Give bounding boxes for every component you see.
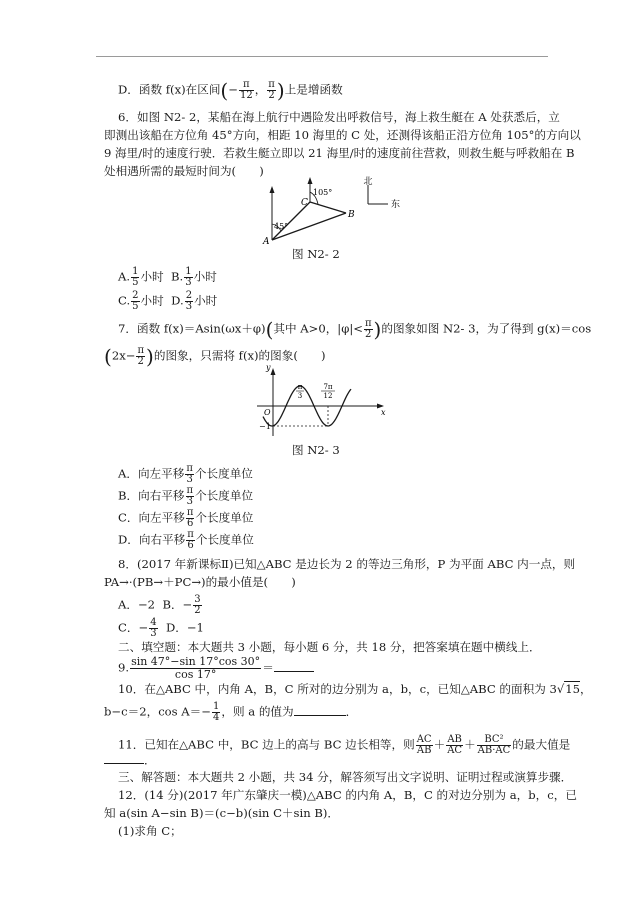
q11-answer-line: ．: [104, 753, 156, 767]
fraction: $\frac{1}{4}$: [212, 701, 220, 723]
q7-option-c: C．向左平移 $\frac{\pi}{6}$ 个长度单位: [118, 507, 254, 529]
label-105: 105°: [313, 188, 333, 197]
q8-line2: PA→·(PB→＋PC→)的最小值是( ): [104, 575, 296, 589]
tick1-den: 3: [297, 392, 303, 400]
q7-option-d: D．向右平移 $\frac{\pi}{6}$ 个长度单位: [118, 529, 254, 551]
fraction: $\frac{2}{3}$: [185, 290, 193, 312]
fraction: $\frac{3}{2}$: [194, 594, 201, 616]
section-fill-in: 二、填空题：本大题共 3 小题，每小题 6 分，共 18 分，把答案填在题中横线上．: [118, 640, 541, 654]
fraction: $\frac{1}{3}$: [185, 266, 192, 288]
label-neg1: −1: [259, 422, 271, 431]
fraction: $\frac{\pi}{2}$: [137, 345, 145, 367]
label-east: 东: [391, 200, 401, 210]
q6-options-cd: C. $\frac{2}{5}$ 小时 D. $\frac{2}{3}$ 小时: [118, 290, 218, 312]
q6-line2: 即测出该船在方位角 45°方向，相距 10 海里的 C 处，还测得该船正沿方位角 105°的方向以: [104, 128, 581, 142]
label-a: A: [263, 237, 270, 247]
q11: 11．已知在△ABC 中，BC 边上的高与 BC 边长相等，则 $\frac{AC}{AB}$ ＋ $\frac{AB}{AC}$ ＋ $\frac{\text{BC²}}{AB\cdot AC}$ 的最大值是: [118, 734, 571, 756]
arrow-a: [270, 186, 275, 193]
label-c: C: [301, 198, 308, 208]
figure-caption: 图 N2- 2: [292, 247, 340, 261]
answer-blank: [274, 661, 314, 672]
figure-n2-3: [255, 363, 386, 438]
fraction: $\frac{4}{3}$: [150, 617, 157, 639]
q6-line3: 9 海里/时的速度行驶．若救生艇立即以 21 海里/时的速度前往营救，则救生艇与呼救船在 B: [104, 146, 575, 160]
q8-options-ab: A．−2 B．− $\frac{3}{2}$: [118, 594, 201, 616]
q6-line4: 处相遇所需的最短时间为( ): [104, 164, 264, 178]
fraction: $\frac{\pi}{6}$: [187, 529, 194, 551]
arrow-c: [308, 177, 313, 184]
q12-line3: (1)求角 C；: [118, 824, 182, 838]
fraction: $\frac{\pi}{3}$: [186, 485, 194, 507]
section-solutions: 三、解答题：本大题共 2 小题，共 34 分，解答须写出文字说明、证明过程或演算步骤．: [118, 770, 573, 784]
tick1-num: π: [297, 383, 303, 391]
tick2-num: 7π: [323, 383, 333, 391]
q10-line1: 10．在△ABC 中，内角 A，B，C 所对的边分别为 a，b，c，已知△ABC 的面积为 3√15，: [118, 682, 592, 696]
figure-n2-2: [250, 177, 420, 250]
label-y: y: [266, 363, 271, 372]
q12-line2: 知 a(sin A−sin B)＝(c−b)(sin C＋sin B)．: [104, 806, 339, 820]
q7-option-b: B．向右平移 $\frac{\pi}{3}$ 个长度单位: [118, 485, 254, 507]
q7-option-a: A．向左平移 $\frac{\pi}{3}$ 个长度单位: [118, 463, 253, 485]
segment-cb: [310, 202, 346, 213]
fraction: $\frac{\pi}{3}$: [186, 463, 193, 485]
q6-options-ab: A. $\frac{1}{5}$ 小时 B. $\frac{1}{3}$ 小时: [118, 266, 217, 288]
q9: 9. $\frac{\sin 47^\circ-\sin 17^\circ\cos 30^\circ}{\cos 17^\circ}$ ＝: [118, 656, 314, 681]
fraction: $\frac{\text{BC²}}{AB\cdot AC}$: [477, 734, 511, 756]
fraction: $\frac{\pi}{6}$: [186, 507, 194, 529]
y-axis-arrow: [271, 368, 276, 375]
header-rule: [96, 56, 548, 57]
answer-blank: [294, 705, 346, 716]
q8-options-cd: C．− $\frac{4}{3}$ D．−1: [118, 617, 204, 639]
q7-line2: (2x− $\frac{\pi}{2}$ )的图象，只需将 f(x)的图象( ): [104, 344, 326, 369]
fraction: $\frac{\pi}{2}$: [268, 79, 275, 101]
label-o: O: [264, 408, 271, 417]
q7-line1: 7．函数 f(x)＝Asin(ωx＋φ)(其中 A>0，|φ|< $\frac{\pi}{2}$ )的图象如图 N2- 3，为了得到 g(x)＝cos: [118, 317, 592, 342]
tick2-den: 12: [323, 392, 333, 400]
q10-line2: b−c＝2，cos A＝− $\frac{1}{4}$ ，则 a 的值为 ．: [104, 701, 358, 723]
q12-line1: 12．(14 分)(2017 年广东肇庆一模)△ABC 的内角 A，B，C 的对边分别为 a，b，c，已: [118, 788, 577, 802]
fraction: $\frac{AC}{AB}$: [416, 734, 432, 756]
fraction: $\frac{\sin 47^\circ-\sin 17^\circ\cos 30^\circ}{\cos 17^\circ}$: [131, 655, 261, 681]
q5-option-d: D．函数 f(x)在区间(− $\frac{\pi}{12}$ ， $\frac{\pi}{2}$ )上是增函数: [118, 78, 343, 103]
fraction: $\frac{1}{5}$: [132, 266, 139, 288]
label-45: 45°: [274, 222, 289, 231]
label-north: 北: [363, 177, 373, 187]
q6-line1: 6．如图 N2- 2，某船在海上航行中遇险发出呼救信号，海上救生艇在 A 处获悉后，立: [118, 110, 560, 124]
answer-blank: [104, 753, 144, 764]
fraction: $\frac{AB}{AC}$: [447, 734, 463, 756]
fraction: $\frac{2}{5}$: [132, 290, 139, 312]
label-x: x: [381, 408, 386, 417]
label-b: B: [348, 210, 355, 220]
fraction: $\frac{\pi}{2}$: [364, 318, 372, 340]
q8-line1: 8．(2017 年新课标Ⅱ)已知△ABC 是边长为 2 的等边三角形，P 为平面 ABC 内一点，则: [118, 557, 576, 571]
figure-caption: 图 N2- 3: [292, 443, 340, 457]
fraction: $\frac{\pi}{12}$: [239, 79, 253, 101]
